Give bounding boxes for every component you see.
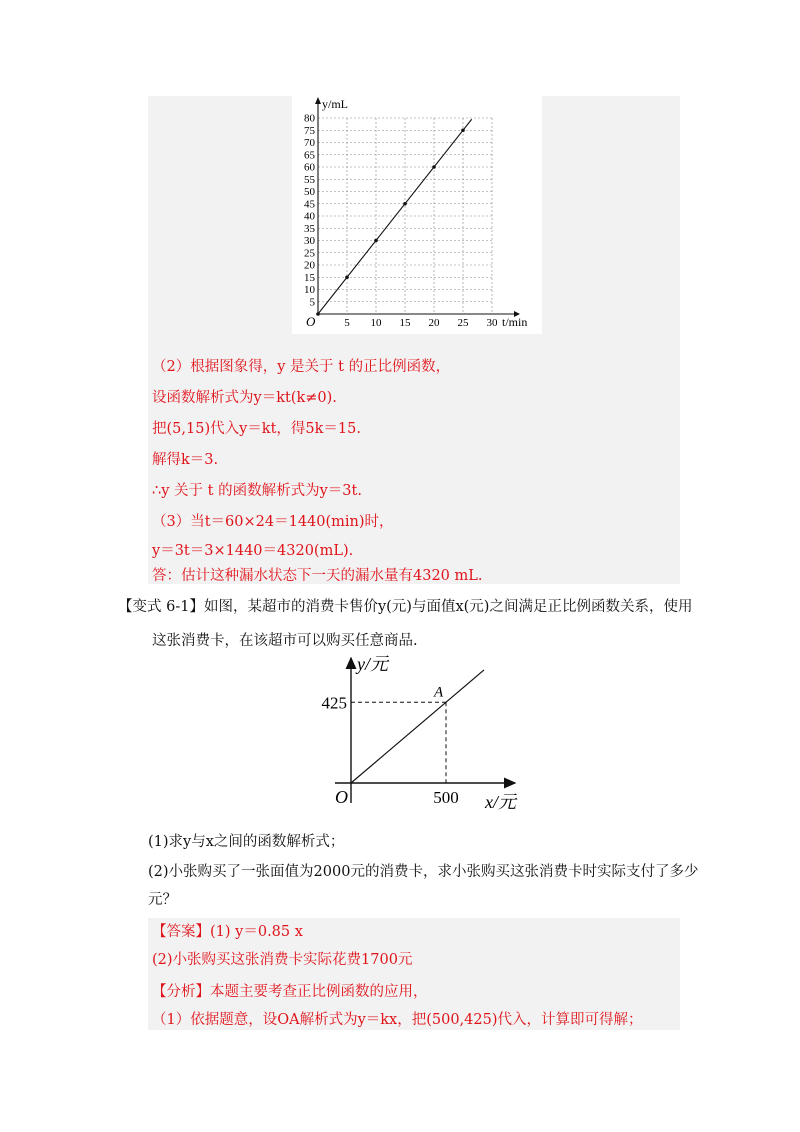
point-a-label: A bbox=[434, 684, 444, 701]
y-tick-label: 55 bbox=[304, 173, 315, 186]
y-tick-label: 65 bbox=[304, 149, 315, 162]
question-line-2: 这张消费卡，在该超市可以购买任意商品. bbox=[152, 633, 418, 649]
data-point bbox=[316, 312, 320, 316]
x-axis-label: x/元 bbox=[485, 792, 516, 812]
solution-line-7: y＝3t＝3×1440＝4320(mL). bbox=[152, 543, 354, 559]
data-point bbox=[403, 202, 407, 206]
x-tick-label: 5 bbox=[344, 317, 350, 329]
y-tick-label: 10 bbox=[304, 284, 315, 296]
origin-label: O bbox=[335, 787, 348, 807]
subquestion-1: (1)求y与x之间的函数解析式； bbox=[148, 834, 345, 850]
question-line-1: 【变式 6-1】如图，某超市的消费卡售价y(元)与面值x(元)之间满足正比例函数关系，使用 bbox=[118, 599, 693, 615]
solution-line-6: （3）当t＝60×24＝1440(min)时， bbox=[152, 514, 394, 530]
x-tick-label: 30 bbox=[486, 317, 498, 329]
y-tick-label: 35 bbox=[304, 222, 315, 235]
proportional-line bbox=[351, 670, 484, 783]
y-axis-label: y/mL bbox=[322, 97, 348, 111]
y-tick-label: 5 bbox=[309, 296, 315, 309]
y-tick-label: 15 bbox=[304, 271, 315, 284]
analysis-line-1: 【分析】本题主要考查正比例函数的应用， bbox=[152, 984, 428, 1000]
answer-line-1: 【答案】(1) y＝0.85 x bbox=[152, 924, 303, 940]
solution-line-2: 设函数解析式为y＝kt(k≠0). bbox=[152, 390, 337, 406]
x-axis-label: t/min bbox=[502, 315, 528, 329]
y-tick-label: 425 bbox=[321, 693, 347, 713]
subquestion-2b: 元？ bbox=[148, 892, 177, 908]
y-tick-label: 45 bbox=[304, 198, 315, 211]
x-tick-label: 500 bbox=[433, 788, 459, 807]
subquestion-2a: (2)小张购买了一张面值为2000元的消费卡，求小张购买这张消费卡时实际支付了多少 bbox=[148, 864, 699, 880]
data-point bbox=[461, 128, 465, 132]
solution-line-1: （2）根据图象得，y 是关于 t 的正比例函数， bbox=[152, 359, 451, 375]
y-tick-label: 70 bbox=[304, 137, 315, 149]
price-value-chart bbox=[305, 648, 535, 818]
x-tick-label: 10 bbox=[370, 317, 382, 329]
y-axis-label: y/元 bbox=[357, 654, 388, 674]
y-tick-label: 80 bbox=[304, 112, 315, 125]
y-tick-label: 20 bbox=[304, 259, 315, 272]
solution-line-4: 解得k＝3. bbox=[152, 452, 219, 468]
solution-line-3: 把(5,15)代入y＝kt，得5k＝15. bbox=[152, 421, 361, 437]
data-point bbox=[374, 239, 378, 243]
y-tick-label: 25 bbox=[304, 247, 315, 260]
x-tick-label: 20 bbox=[428, 317, 440, 329]
data-point bbox=[345, 275, 349, 279]
solution-line-8: 答：估计这种漏水状态下一天的漏水量有4320 mL. bbox=[152, 568, 483, 584]
y-tick-label: 60 bbox=[304, 161, 315, 174]
answer-line-2: (2)小张购买这张消费卡实际花费1700元 bbox=[152, 952, 413, 968]
leak-line-chart bbox=[292, 94, 542, 334]
y-tick-label: 50 bbox=[304, 186, 315, 198]
x-tick-label: 25 bbox=[457, 317, 469, 329]
analysis-line-2: （1）依据题意，设OA解析式为y＝kx，把(500,425)代入，计算即可得解； bbox=[152, 1012, 643, 1028]
y-tick-label: 30 bbox=[304, 235, 315, 247]
solution-line-5: ∴y 关于 t 的函数解析式为y＝3t. bbox=[152, 483, 362, 499]
y-tick-label: 40 bbox=[304, 210, 315, 223]
x-tick-label: 15 bbox=[399, 317, 411, 329]
y-tick-label: 75 bbox=[304, 124, 315, 137]
data-point bbox=[432, 165, 436, 169]
origin-label: O bbox=[306, 314, 316, 329]
